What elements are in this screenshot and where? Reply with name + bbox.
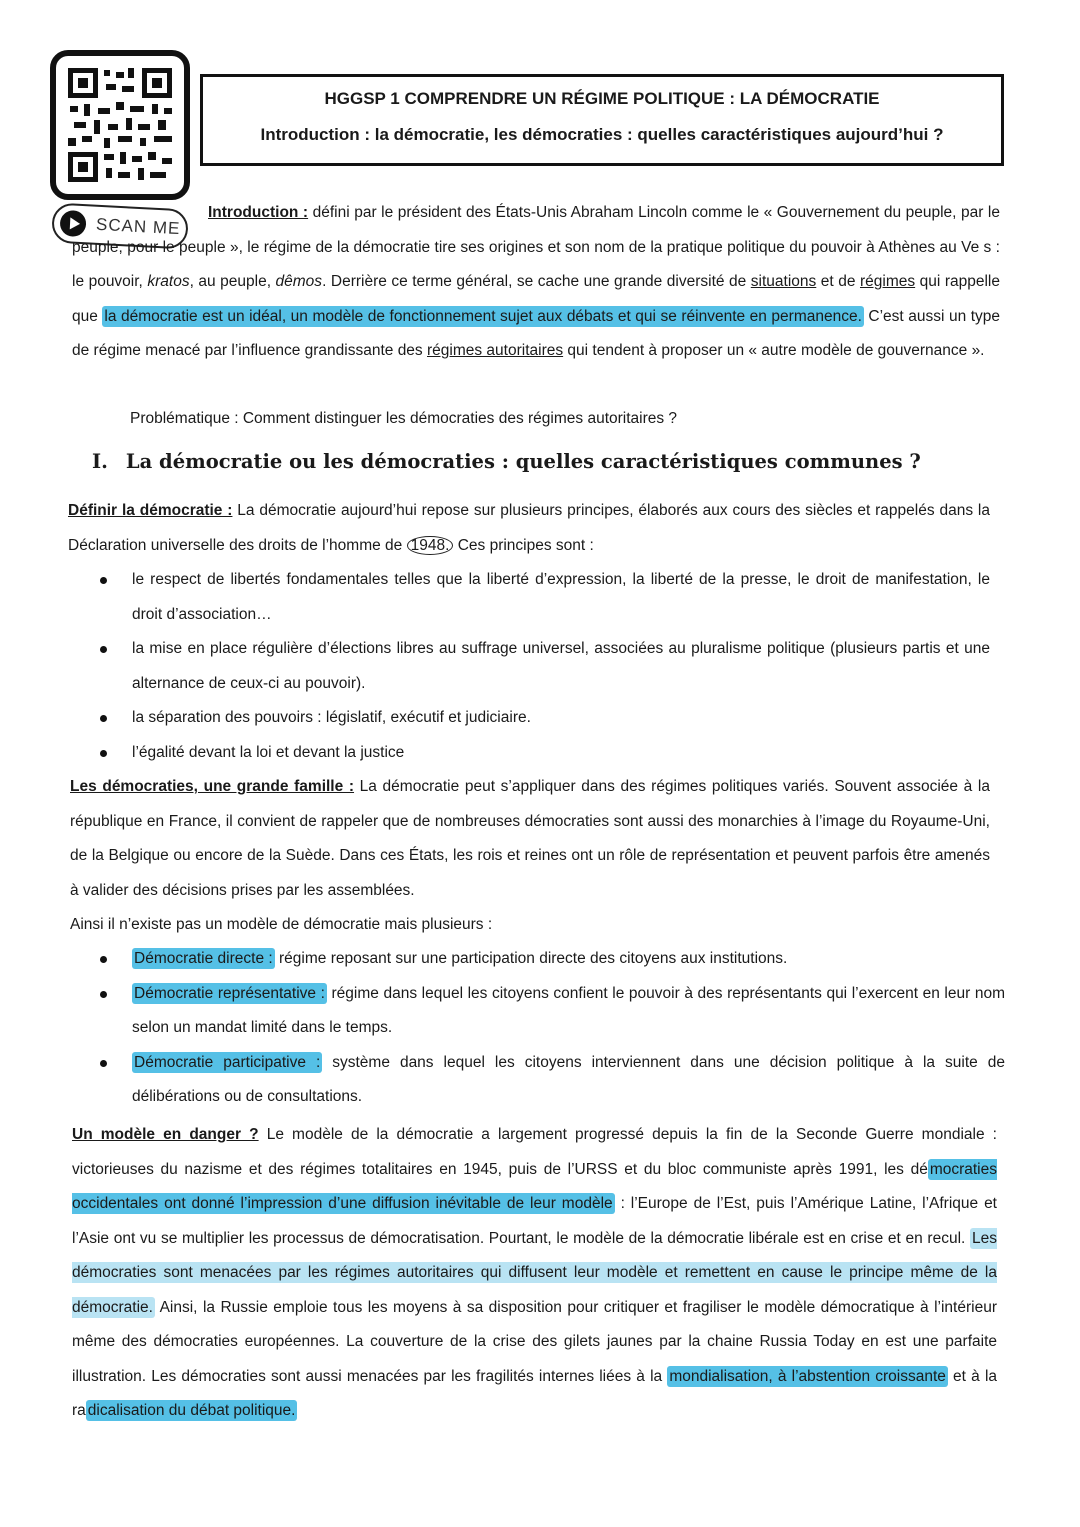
title-box	[200, 74, 1004, 166]
scan-me-label: SCAN ME	[95, 214, 181, 239]
list-item: Démocratie participative : système dans lequel les citoyens interviennent dans une décision politique à la suite de délibérations ou de consultations.	[70, 1046, 1005, 1115]
year-1948: 1948.	[407, 536, 454, 555]
intro-label: Introduction :	[208, 204, 309, 221]
qr-code[interactable]	[50, 50, 190, 200]
page-subtitle: Introduction : la démocratie, les démocraties : quelles caractéristiques aujourd’hui ?	[260, 125, 944, 144]
list-item: l’égalité devant la loi et devant la justice	[70, 736, 990, 771]
danger-paragraph: Un modèle en danger ? Le modèle de la démocratie a largement progressé depuis la fin de la Seconde Guerre mondiale : victorieuses du nazisme et des régimes totalitaires en 1945, puis de l’URSS et du bloc communiste après 1991, les dé mocraties occidentales ont donné l’impression d’une diffusion inévitable de leur modèle : l’Europe de l’Est, puis l’Amérique Latine, l’Afrique et l’Asie ont vu se multiplier les processus de démocratisation. Pourtant, le modèle de la démocratie libérale est en crise et en recul. Les démocraties sont menacées par les régimes autoritaires qui diffusent leur modèle et remettent en cause le principe même de la démocratie. Ainsi, la Russie emploie tous les moyens à sa disposition pour critiquer et fragiliser le modèle démocratique à l’intérieur même des démocraties européennes. La couverture de la crise des gilets jaunes par la chaine Russia Today en est une parfaite illustration. Les démocraties sont aussi menacées par les fragilités internes liées à la mondialisation, à l’abstention croissante et à la ra dicalisation du débat politique.	[72, 1126, 998, 1419]
intro-highlight: la démocratie est un idéal, un modèle de fonctionnement sujet aux débats et qui se réinvente en permanence.	[104, 307, 862, 325]
problematique: Problématique : Comment distinguer les démocraties des régimes autoritaires ?	[130, 410, 678, 427]
list-item: le respect de libertés fondamentales telles que la liberté d’expression, la liberté de la presse, le droit de manifestation, le droit d’association…	[70, 563, 990, 632]
intro-paragraph: Introduction : défini par le président des États-Unis Abraham Lincoln comme le « Gouvernement du peuple, par le peuple, pour le peuple », le régime de la démocratie tire ses origines et son nom de la pratique politique du pouvoir à Athènes au Ve s : le pouvoir, kratos, au peuple, dêmos. Derrière ce terme général, se cache une grande diversité de situations et de régimes qui rappelle que la démocratie est un idéal, un modèle de fonctionnement sujet aux débats et qui se réinvente en permanence. C’est aussi un type de régime menacé par l’influence grandissante des régimes autoritaires qui tendent à proposer un « autre modèle de gouvernance ».	[72, 204, 1001, 359]
list-item: Démocratie représentative : régime dans lequel les citoyens confient le pouvoir à des représentants qui l’exercent en leur nom selon un mandat limité dans le temps.	[70, 977, 1005, 1046]
ainsi-line: Ainsi il n’existe pas un modèle de démocratie mais plusieurs :	[70, 916, 493, 933]
famille-paragraph: Les démocraties, une grande famille : La démocratie peut s’appliquer dans des régimes politiques variés. Souvent associée à la république en France, il convient de rappeler que de nombreuses démocraties sont aussi des monarchies à l’image du Royaume-Uni, de la Belgique ou encore de la Suède. Dans ces États, les rois et reines ont un rôle de représentation et peuvent parfois être amenés à valider des décisions prises par les assemblées.	[70, 778, 990, 899]
page-title: HGGSP 1 COMPRENDRE UN RÉGIME POLITIQUE : LA DÉMOCRATIE	[324, 89, 880, 108]
famille-label: Les démocraties, une grande famille :	[70, 778, 355, 795]
list-item: la séparation des pouvoirs : législatif, exécutif et judiciaire.	[70, 701, 990, 736]
danger-label: Un modèle en danger ?	[72, 1126, 259, 1143]
democracy-types-list	[70, 942, 1005, 1115]
section-heading: I. La démocratie ou les démocraties : quelles caractéristiques communes ?	[92, 450, 921, 473]
qr-code-icon	[68, 68, 172, 182]
list-item: la mise en place régulière d’élections libres au suffrage universel, associées au pluralisme politique (plusieurs partis et une alternance de ceux-ci au pouvoir).	[70, 632, 990, 701]
list-item: Démocratie directe : régime reposant sur une participation directe des citoyens aux institutions.	[70, 942, 1005, 977]
principles-list	[70, 563, 990, 770]
definir-label: Définir la démocratie :	[68, 502, 233, 519]
definir-paragraph: Définir la démocratie : La démocratie aujourd’hui repose sur plusieurs principes, élaborés aux cours des siècles et rappelés dans la Déclaration universelle des droits de l’homme de 1948. Ces principes sont :	[68, 502, 990, 554]
